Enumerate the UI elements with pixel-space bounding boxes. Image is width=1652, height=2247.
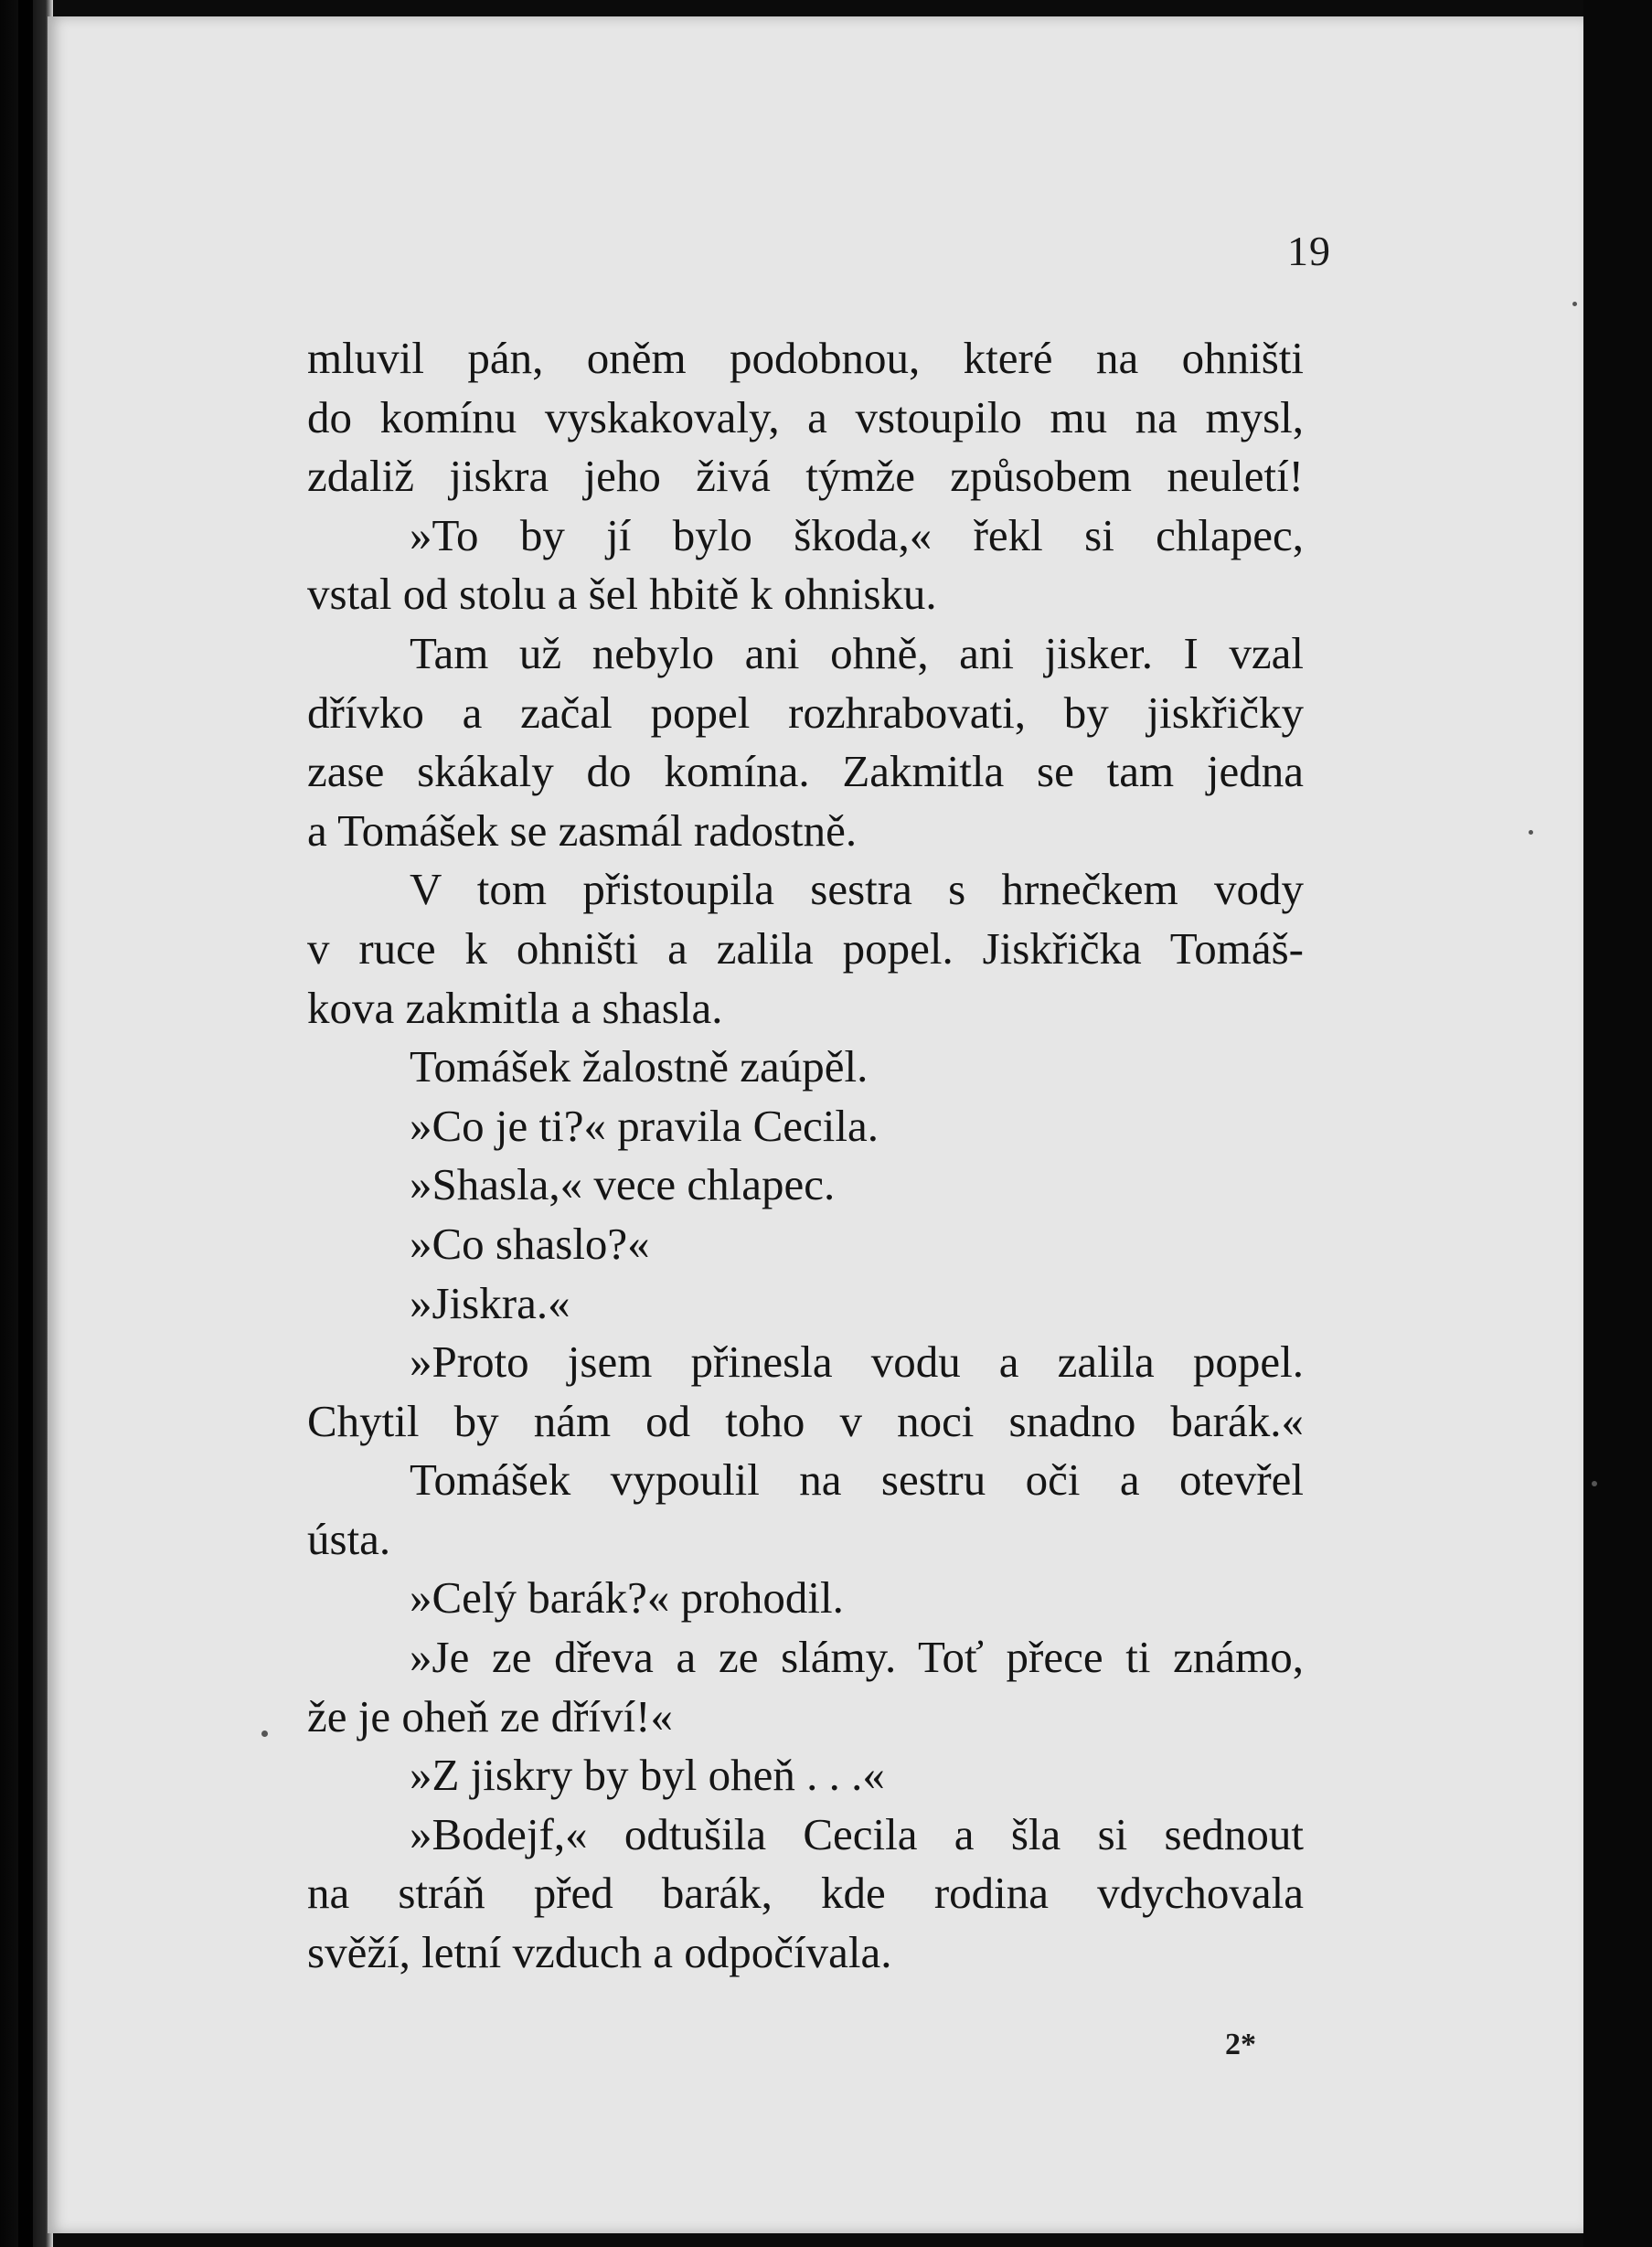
text-line: »Co shaslo?«: [410, 1218, 650, 1269]
text-line: »Je ze dřeva a ze slámy. Toť přece ti známo,: [410, 1632, 1304, 1683]
text-line: že je oheň ze dříví!«: [307, 1690, 673, 1741]
page-number: 19: [1287, 228, 1331, 274]
text-line: »Celý barák?« prohodil.: [410, 1572, 844, 1624]
text-line: svěží, letní vzduch a odpočívala.: [307, 1927, 892, 1978]
text-line: zase skákaly do komína. Zakmitla se tam jedna: [307, 746, 1304, 797]
text-line: »Shasla,« vece chlapec.: [410, 1159, 836, 1210]
scan-border: [1583, 0, 1652, 2247]
scan-speck: [1592, 1481, 1597, 1486]
text-line: mluvil pán, oněm podobnou, které na ohništi: [307, 333, 1304, 383]
signature-mark: 2*: [1225, 2028, 1256, 2061]
text-line: »Jiskra.«: [410, 1277, 570, 1328]
text-line: vstal od stolu a šel hbitě k ohnisku.: [307, 569, 937, 620]
scan-speck: [261, 1731, 268, 1737]
text-line: dřívko a začal popel rozhrabovati, by jiskřičky: [307, 687, 1304, 738]
text-line: Tomášek vypoulil na sestru oči a otevřel: [410, 1454, 1304, 1506]
text-line: Tomášek žalostně zaúpěl.: [410, 1041, 869, 1092]
text-line: V tom přistoupila sestra s hrnečkem vody: [410, 864, 1304, 915]
text-line: Chytil by nám od toho v noci snadno barák.«: [307, 1395, 1304, 1446]
text-line: »Proto jsem přinesla vodu a zalila popel.: [410, 1336, 1304, 1388]
text-line: »To by jí bylo škoda,« řekl si chlapec,: [410, 509, 1304, 560]
body-text: [307, 329, 1304, 1983]
text-line: ústa.: [307, 1513, 391, 1564]
text-line: do komínu vyskakovaly, a vstoupilo mu na mysl,: [307, 391, 1304, 442]
text-line: »Co je ti?« pravila Cecila.: [410, 1100, 879, 1151]
binding-edge: [18, 0, 33, 2247]
text-line: »Bodejf,« odtušila Cecila a šla si sednout: [410, 1808, 1304, 1859]
text-line: kova zakmitla a shasla.: [307, 982, 723, 1033]
text-line: a Tomášek se zasmál radostně.: [307, 804, 858, 856]
text-line: zdaliž jiskra jeho živá týmže způsobem neuletí!: [307, 451, 1304, 502]
text-line: v ruce k ohništi a zalila popel. Jiskřička Tomáš-: [307, 922, 1304, 974]
text-line: Tam už nebylo ani ohně, ani jisker. I vzal: [410, 627, 1304, 678]
text-line: »Z jiskry by byl oheň . . .«: [410, 1750, 885, 1801]
text-line: na stráň před barák, kde rodina vdychovala: [307, 1868, 1304, 1919]
scan-speck: [1572, 302, 1577, 306]
scan-speck: [1529, 830, 1533, 835]
